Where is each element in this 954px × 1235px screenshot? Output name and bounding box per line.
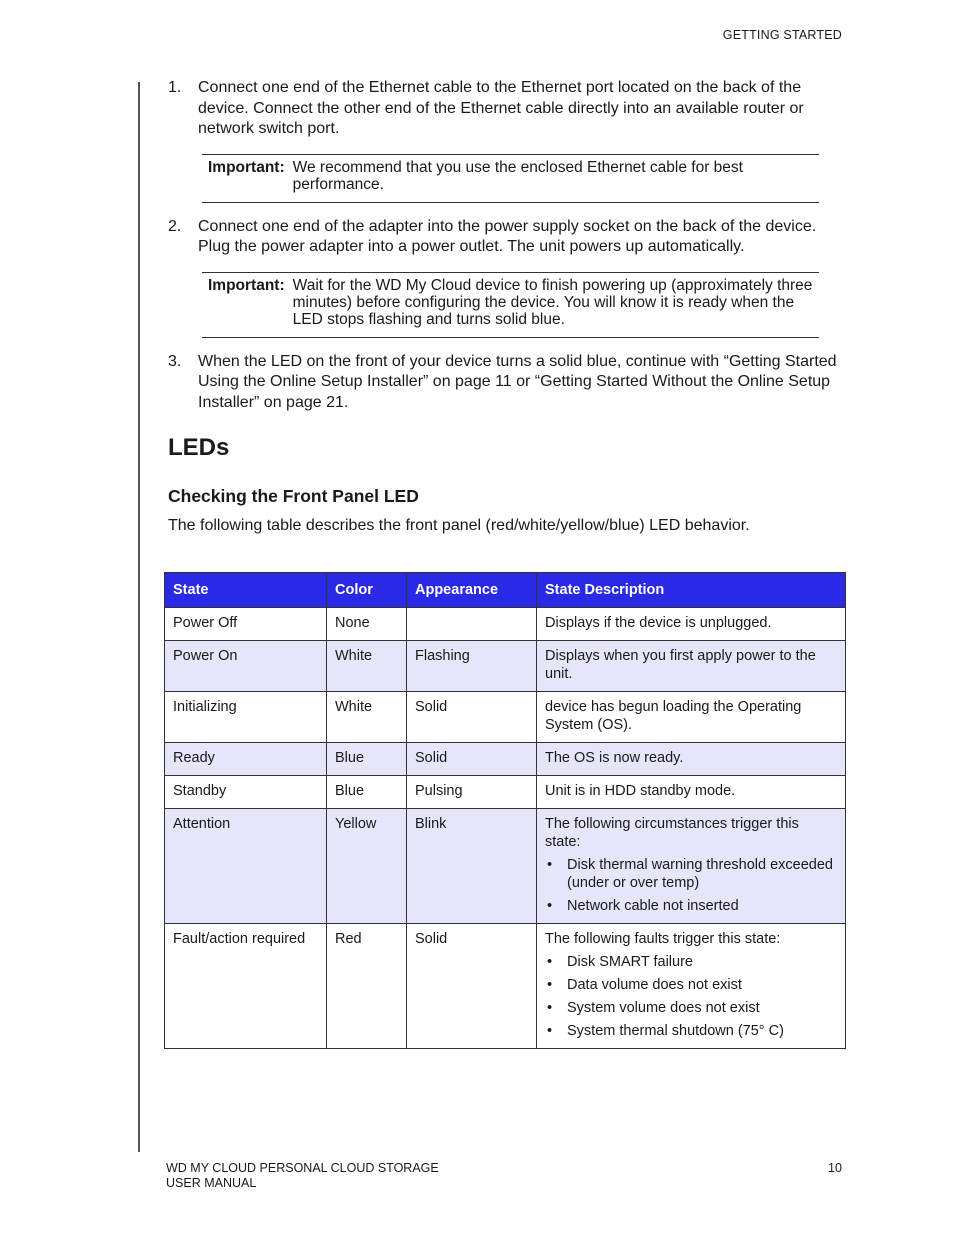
step-number: 3. xyxy=(168,352,182,370)
cell-appearance-text: Solid xyxy=(415,699,448,715)
cell-state xyxy=(165,641,327,692)
cell-color xyxy=(327,641,407,692)
step-1 xyxy=(168,78,848,140)
footer-title xyxy=(166,1161,439,1191)
bullet-list xyxy=(545,953,837,1040)
note-text: We recommend that you use the enclosed Ethernet cable for best performance. xyxy=(292,158,743,193)
cell-description-text: Displays if the device is unplugged. xyxy=(545,615,772,631)
cell-description-text: Unit is in HDD standby mode. xyxy=(545,783,736,799)
cell-description xyxy=(537,641,846,692)
note-label: Important: xyxy=(208,276,285,294)
cell-state xyxy=(165,692,327,743)
bullet-item: • System volume does not exist xyxy=(567,999,837,1017)
cell-appearance xyxy=(407,743,537,776)
table-row xyxy=(165,924,846,1049)
step-3 xyxy=(168,352,848,414)
cell-appearance xyxy=(407,692,537,743)
cell-description-text: The following faults trigger this state: xyxy=(545,931,781,947)
step-number: 1. xyxy=(168,79,182,96)
bullet-item: • Disk SMART failure xyxy=(567,953,837,971)
running-header: GETTING STARTED xyxy=(722,28,842,42)
cell-state-text: Attention xyxy=(173,816,231,832)
cell-state xyxy=(165,776,327,809)
cell-description-text: The following circumstances trigger this state: xyxy=(545,816,799,850)
bullet-item: • Network cable not inserted xyxy=(567,897,837,915)
cell-appearance xyxy=(407,641,537,692)
cell-appearance xyxy=(407,924,537,1049)
table-row xyxy=(165,692,846,743)
main-content xyxy=(168,78,848,537)
cell-description xyxy=(537,692,846,743)
cell-appearance-text: Solid xyxy=(415,931,448,947)
margin-rule xyxy=(138,82,140,1152)
cell-state-text: Ready xyxy=(173,750,215,766)
table-row xyxy=(165,743,846,776)
cell-color-text: Yellow xyxy=(335,816,377,832)
cell-appearance-text: Solid xyxy=(415,750,448,766)
table-header-row xyxy=(165,573,846,608)
cell-appearance xyxy=(407,809,537,924)
cell-state-text: Standby xyxy=(173,783,227,799)
cell-state-text: Initializing xyxy=(173,699,237,715)
column-header-state: State xyxy=(165,573,327,608)
table-row xyxy=(165,641,846,692)
cell-appearance xyxy=(407,608,537,641)
footer-line-2: USER MANUAL xyxy=(166,1176,257,1190)
cell-description-text: device has begun loading the Operating System (OS). xyxy=(545,699,802,733)
table-row xyxy=(165,608,846,641)
bullet-item: • Disk thermal warning threshold exceeded (under or over temp) xyxy=(567,856,837,892)
note-text: Wait for the WD My Cloud device to finish powering up (approximately three minutes) before configuring the device. You will know it is ready when the LED stops flashing and turns solid blue. xyxy=(292,276,813,328)
cell-state-text: Power Off xyxy=(173,615,238,631)
footer-line-1: WD MY CLOUD PERSONAL CLOUD STORAGE xyxy=(166,1161,439,1175)
cell-color-text: Blue xyxy=(335,750,365,766)
cell-description xyxy=(537,924,846,1049)
section-title: LEDs xyxy=(168,434,230,461)
bullet-item: • System thermal shutdown (75° C) xyxy=(567,1022,837,1040)
step-text: Connect one end of the adapter into the power supply socket on the back of the device. Plug the power adapter into a power outlet. The unit powers up automatically. xyxy=(198,217,817,255)
important-note-1 xyxy=(202,154,819,203)
cell-state xyxy=(165,743,327,776)
bullet-list xyxy=(545,856,837,915)
cell-state xyxy=(165,809,327,924)
cell-description xyxy=(537,743,846,776)
column-header-color: Color xyxy=(327,573,407,608)
cell-appearance-text: Pulsing xyxy=(415,783,463,799)
cell-appearance xyxy=(407,776,537,809)
cell-description xyxy=(537,776,846,809)
page-number: 10 xyxy=(828,1161,842,1175)
table-row xyxy=(165,776,846,809)
cell-color-text: Red xyxy=(335,931,362,947)
led-table xyxy=(164,572,846,1049)
cell-color xyxy=(327,924,407,1049)
cell-state xyxy=(165,924,327,1049)
cell-color xyxy=(327,608,407,641)
column-header-description: State Description xyxy=(537,573,846,608)
table-row xyxy=(165,809,846,924)
intro-text: The following table describes the front panel (red/white/yellow/blue) LED behavior. xyxy=(168,517,750,534)
bullet-item: • Data volume does not exist xyxy=(567,976,837,994)
cell-state xyxy=(165,608,327,641)
cell-color xyxy=(327,692,407,743)
step-text: Connect one end of the Ethernet cable to the Ethernet port located on the back of the device. Connect the other end of the Ethernet cable directly into an available router or network switch port. xyxy=(198,79,804,137)
cell-appearance-text: Blink xyxy=(415,816,447,832)
cell-color xyxy=(327,776,407,809)
cell-state-text: Fault/action required xyxy=(173,931,306,947)
cell-color-text: None xyxy=(335,615,370,631)
cell-description-text: The OS is now ready. xyxy=(545,750,684,766)
cell-color-text: Blue xyxy=(335,783,365,799)
cell-color xyxy=(327,743,407,776)
step-2 xyxy=(168,217,848,258)
table-body xyxy=(165,608,846,1049)
step-text: When the LED on the front of your device turns a solid blue, continue with “Getting Started Using the Online Setup Installer” on page 11 or “Getting Started Without the Online Setup Installer” on page 21. xyxy=(198,352,837,411)
cell-description-text: Displays when you first apply power to the unit. xyxy=(545,648,816,682)
cell-color-text: White xyxy=(335,648,373,664)
note-label: Important: xyxy=(208,158,285,176)
cell-color-text: White xyxy=(335,699,373,715)
step-number: 2. xyxy=(168,217,182,235)
cell-description xyxy=(537,809,846,924)
cell-color xyxy=(327,809,407,924)
subsection-title: Checking the Front Panel LED xyxy=(168,486,419,506)
column-header-appearance: Appearance xyxy=(407,573,537,608)
cell-state-text: Power On xyxy=(173,648,238,664)
important-note-2 xyxy=(202,272,819,338)
cell-appearance-text: Flashing xyxy=(415,648,470,664)
cell-description xyxy=(537,608,846,641)
